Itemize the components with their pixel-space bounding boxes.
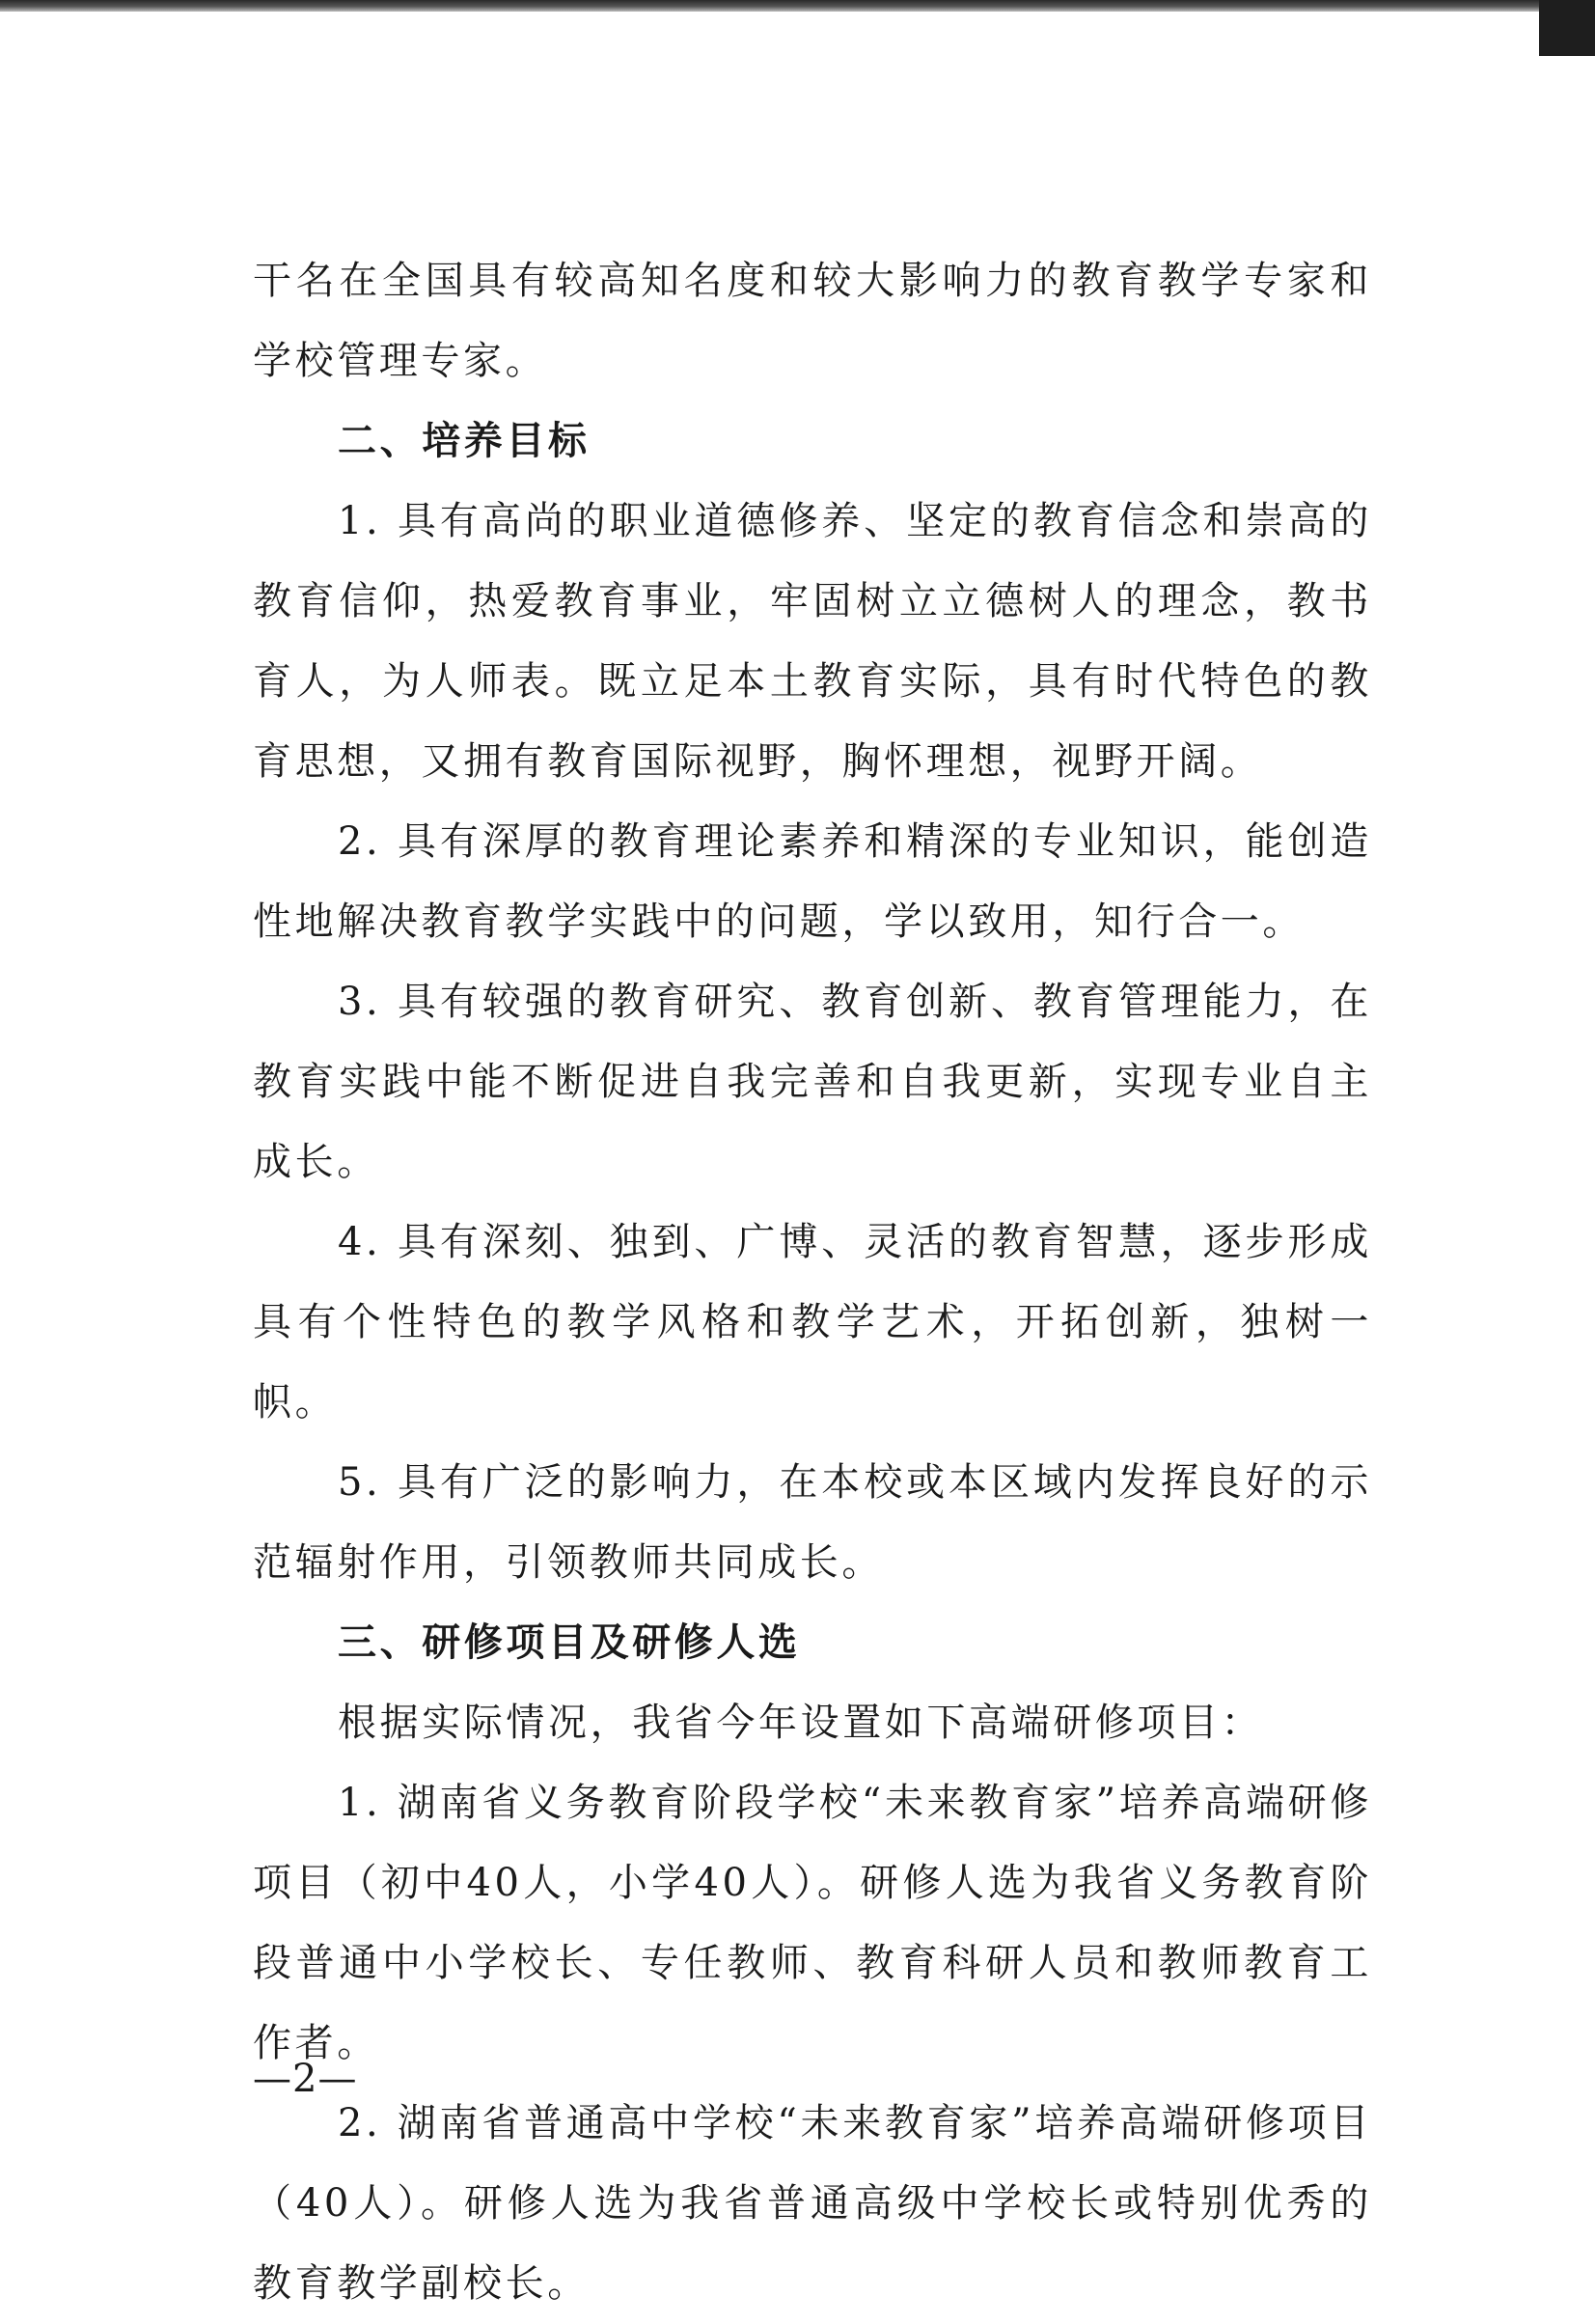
goal-item-2: 2. 具有深厚的教育理论素养和精深的专业知识，能创造性地解决教育教学实践中的问题，学以致用，知行合一。 [253, 819, 1372, 944]
project-item-1: 1. 湖南省义务教育阶段学校“未来教育家”培养高端研修项目（初中40人，小学40人）。研修人选为我省义务教育阶段普通中小学校长、专任教师、教育科研人员和教师教育工作者。 [253, 1781, 1372, 2065]
document-body [253, 241, 1372, 2324]
section-heading-training-goals: 二、培养目标 [338, 419, 591, 463]
goal-item-3: 3. 具有较强的教育研究、教育创新、教育管理能力，在教育实践中能不断促进自我完善和自我更新，实现专业自主成长。 [253, 980, 1372, 1184]
paragraph-continuation: 干名在全国具有较高知名度和较大影响力的教育教学专家和学校管理专家。 [253, 259, 1372, 383]
projects-intro: 根据实际情况，我省今年设置如下高端研修项目： [338, 1701, 1264, 1745]
project-item-2: 2. 湖南省普通高中学校“未来教育家”培养高端研修项目（40人）。研修人选为我省普通高级中学校长或特别优秀的教育教学副校长。 [253, 2101, 1372, 2306]
section-heading-projects: 三、研修项目及研修人选 [338, 1620, 801, 1665]
goal-item-1: 1. 具有高尚的职业道德修养、坚定的教育信念和崇高的教育信仰，热爱教育事业，牢固树立立德树人的理念，教书育人，为人师表。既立足本土教育实际，具有时代特色的教育思想，又拥有教育国际视野，胸怀理想，视野开阔。 [253, 499, 1372, 784]
goal-item-4: 4. 具有深刻、独到、广博、灵活的教育智慧，逐步形成具有个性特色的教学风格和教学艺术，开拓创新，独树一帜。 [253, 1220, 1372, 1425]
page-number: —2— [253, 2057, 358, 2101]
goal-item-5: 5. 具有广泛的影响力，在本校或本区域内发挥良好的示范辐射作用，引领教师共同成长。 [253, 1460, 1372, 1585]
scan-edge-bar [0, 0, 1595, 12]
scan-corner-mark [1539, 0, 1595, 56]
